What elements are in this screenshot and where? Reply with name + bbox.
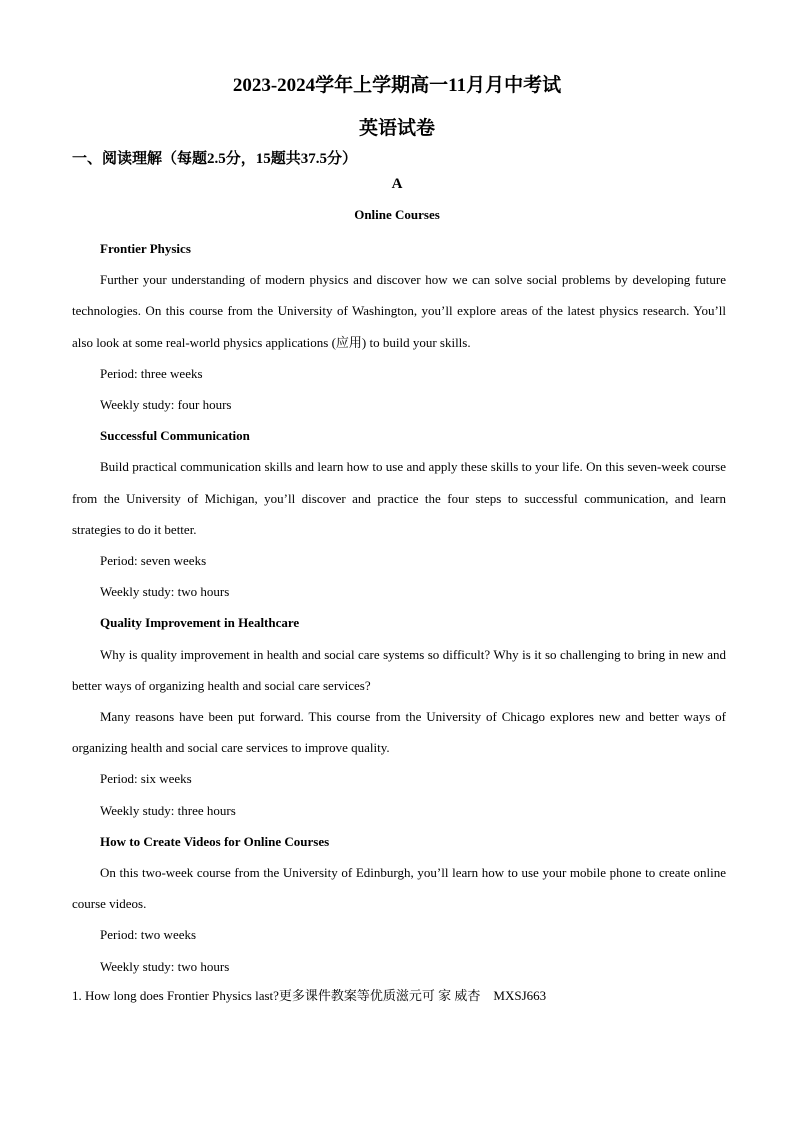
exam-title: 2023-2024学年上学期高一11月月中考试 [232, 75, 562, 96]
course-paragraph: Further your understanding of modern physics and discover how we can solve social problems by developing future technologies. On this course from the University of Washington, you’ll explore areas of the latest physics research. You’ll also look at some real-world physics applications (应用) to build your skills. [72, 272, 726, 350]
passage-label: A [391, 176, 403, 192]
course-paragraph: Many reasons have been put forward. This course from the University of Chicago explores new and better ways of organizing health and social care services to improve quality. [72, 709, 726, 756]
course-weekly-study: Weekly study: two hours [100, 584, 230, 600]
question-1: 1. How long does Frontier Physics last?更多课件教案等优质滋元可 家 威杏 MXSJ663 [72, 988, 547, 1003]
course-period: Period: six weeks [100, 771, 192, 787]
course-weekly-study: Weekly study: four hours [100, 397, 232, 413]
course-period: Period: three weeks [100, 365, 203, 381]
course-weekly-study: Weekly study: two hours [100, 958, 230, 974]
course-period: Period: seven weeks [100, 553, 207, 569]
course-heading: How to Create Videos for Online Courses [100, 833, 330, 849]
passage-title: Online Courses [354, 207, 440, 222]
exam-subtitle: 英语试卷 [358, 118, 435, 139]
course-paragraph: On this two-week course from the University of Edinburgh, you’ll learn how to use your mobile phone to create online course videos. [72, 865, 726, 912]
passage-body [72, 233, 726, 982]
course-paragraph: Why is quality improvement in health and social care systems so difficult? Why is it so challenging to bring in new and better ways of organizing health and social care services? [72, 646, 726, 693]
course-heading: Successful Communication [100, 428, 250, 444]
section-heading: 一、阅读理解（每题2.5分，15题共37.5分） [72, 151, 358, 167]
course-heading: Quality Improvement in Healthcare [100, 615, 300, 631]
course-paragraph: Build practical communication skills and learn how to use and apply these skills to your life. On this seven-week course from the University of Michigan, you’ll discover and practice the four steps to successful communication, and learn strategies to do it better. [72, 459, 726, 537]
course-heading: Frontier Physics [100, 241, 191, 256]
course-weekly-study: Weekly study: three hours [100, 802, 236, 818]
course-period: Period: two weeks [100, 927, 197, 943]
